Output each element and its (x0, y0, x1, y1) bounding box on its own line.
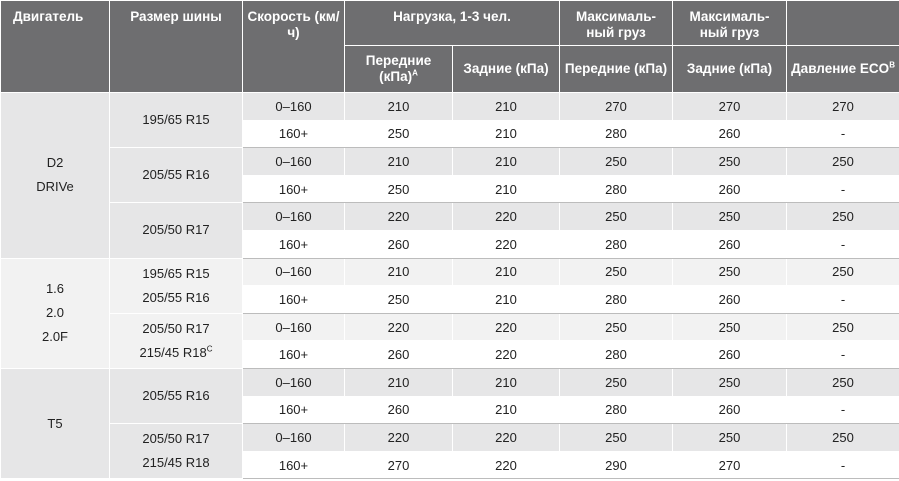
max-front-pressure-cell: 250 (560, 313, 673, 341)
front-pressure-cell: 210 (345, 93, 453, 121)
front-pressure-cell: 270 (345, 451, 453, 479)
max-front-pressure-cell: 270 (560, 93, 673, 121)
header-tyre-size: Размер шины (110, 1, 243, 93)
max-rear-pressure-cell: 250 (673, 313, 787, 341)
eco-pressure-cell: 250 (787, 258, 899, 286)
speed-cell: 0–160 (243, 203, 345, 231)
speed-cell: 160+ (243, 396, 345, 424)
table-row (1, 313, 899, 341)
tyre-size-cell (110, 313, 243, 368)
header-max-load-b: Максималь-ный груз (673, 1, 787, 46)
speed-cell: 160+ (243, 175, 345, 203)
front-pressure-cell: 250 (345, 175, 453, 203)
max-front-pressure-cell: 280 (560, 396, 673, 424)
eco-pressure-cell: 250 (787, 368, 899, 396)
eco-pressure-cell: - (787, 286, 899, 314)
tyre-size-text: 205/55 R16 (142, 167, 210, 183)
eco-pressure-cell: 270 (787, 93, 899, 121)
rear-pressure-cell: 210 (453, 368, 560, 396)
max-rear-pressure-cell: 260 (673, 341, 787, 369)
speed-cell: 0–160 (243, 368, 345, 396)
front-pressure-cell: 220 (345, 313, 453, 341)
rear-pressure-cell: 210 (453, 286, 560, 314)
speed-cell: 0–160 (243, 93, 345, 121)
tyre-size-cell (110, 203, 243, 258)
tyre-size-label (114, 427, 238, 451)
max-rear-pressure-cell: 260 (673, 120, 787, 148)
front-pressure-cell: 210 (345, 258, 453, 286)
tyre-size-label (114, 384, 238, 408)
max-rear-pressure-cell: 250 (673, 424, 787, 452)
rear-pressure-cell: 210 (453, 175, 560, 203)
front-pressure-cell: 220 (345, 203, 453, 231)
table-row (1, 148, 899, 176)
tyre-size-label (114, 108, 238, 132)
header-speed: Скорость (км/ч) (243, 1, 345, 93)
max-rear-pressure-cell: 250 (673, 203, 787, 231)
engine-label: DRIVe (36, 179, 74, 195)
tyre-size-text: 205/55 R16 (142, 388, 210, 404)
front-pressure-cell: 260 (345, 230, 453, 258)
eco-pressure-cell: - (787, 120, 899, 148)
footnote-b: B (889, 60, 895, 70)
tyre-size-text: 205/55 R16 (142, 289, 210, 305)
eco-pressure-cell: - (787, 341, 899, 369)
front-pressure-cell: 210 (345, 368, 453, 396)
front-pressure-cell: 250 (345, 120, 453, 148)
table-row (1, 93, 899, 121)
tyre-size-cell (110, 258, 243, 313)
max-front-pressure-cell: 280 (560, 120, 673, 148)
max-front-pressure-cell: 250 (560, 203, 673, 231)
table-body (1, 93, 899, 479)
header-eco: Давление $ECO^B$ (787, 46, 899, 93)
tyre-size-text: 195/65 R15 (142, 112, 210, 128)
tyre-size-text: 205/50 R17 (142, 431, 210, 447)
table-row (1, 368, 899, 396)
front-pressure-cell: 220 (345, 424, 453, 452)
speed-cell: 160+ (243, 286, 345, 314)
max-front-pressure-cell: 250 (560, 148, 673, 176)
rear-pressure-cell: 210 (453, 120, 560, 148)
tyre-size-label (114, 341, 238, 365)
speed-cell: 0–160 (243, 258, 345, 286)
speed-cell: 160+ (243, 451, 345, 479)
front-pressure-cell: 210 (345, 148, 453, 176)
rear-pressure-cell: 210 (453, 93, 560, 121)
engine-label: 2.0F (41, 329, 68, 345)
max-rear-pressure-cell: 270 (673, 93, 787, 121)
max-rear-pressure-cell: 250 (673, 148, 787, 176)
rear-pressure-cell: 220 (453, 424, 560, 452)
max-rear-pressure-cell: 260 (673, 175, 787, 203)
rear-pressure-cell: 220 (453, 313, 560, 341)
front-pressure-cell: 260 (345, 396, 453, 424)
rear-pressure-cell: 210 (453, 148, 560, 176)
tyre-size-label (114, 317, 238, 341)
tyre-size-text: 215/45 R18 (139, 344, 207, 360)
max-front-pressure-cell: 290 (560, 451, 673, 479)
rear-pressure-cell: 210 (453, 258, 560, 286)
rear-pressure-cell: 220 (453, 451, 560, 479)
rear-pressure-cell: 220 (453, 203, 560, 231)
header-empty (787, 1, 899, 46)
max-rear-pressure-cell: 260 (673, 230, 787, 258)
table-header (1, 1, 899, 93)
eco-pressure-cell: - (787, 396, 899, 424)
speed-cell: 160+ (243, 120, 345, 148)
header-front: Передние (кПа)$^A$ (345, 46, 453, 93)
front-pressure-cell: 250 (345, 286, 453, 314)
rear-pressure-cell: 220 (453, 341, 560, 369)
tyre-size-cell (110, 368, 243, 423)
header-engine: Двигатель (1, 1, 110, 93)
speed-cell: 0–160 (243, 313, 345, 341)
max-front-pressure-cell: 280 (560, 230, 673, 258)
header-load-group: Нагрузка, 1-3 чел. (345, 1, 560, 46)
speed-cell: 0–160 (243, 148, 345, 176)
engine-label: 1.6 (45, 281, 65, 297)
header-max-front: Передние (кПа) (560, 46, 673, 93)
tyre-size-label (114, 163, 238, 187)
tyre-size-cell (110, 424, 243, 479)
engine-cell (1, 93, 110, 259)
engine-label: D2 (46, 155, 64, 171)
rear-pressure-cell: 210 (453, 396, 560, 424)
engine-label: 2.0 (45, 305, 65, 321)
eco-pressure-cell: - (787, 230, 899, 258)
max-rear-pressure-cell: 260 (673, 286, 787, 314)
table-row (1, 424, 899, 452)
rear-pressure-cell: 220 (453, 230, 560, 258)
engine-cell (1, 368, 110, 478)
footnote-c: C (206, 344, 213, 354)
max-front-pressure-cell: 250 (560, 424, 673, 452)
eco-pressure-cell: 250 (787, 148, 899, 176)
tyre-size-text: 195/65 R15 (142, 265, 210, 281)
engine-label: T5 (47, 415, 63, 431)
max-rear-pressure-cell: 250 (673, 258, 787, 286)
tyre-size-text: 215/45 R18 (142, 455, 210, 471)
table-row (1, 258, 899, 286)
eco-pressure-cell: 250 (787, 313, 899, 341)
eco-pressure-cell: - (787, 175, 899, 203)
max-rear-pressure-cell: 270 (673, 451, 787, 479)
tyre-size-label (114, 286, 238, 310)
max-front-pressure-cell: 280 (560, 341, 673, 369)
max-front-pressure-cell: 280 (560, 286, 673, 314)
header-rear: Задние (кПа) (453, 46, 560, 93)
front-pressure-cell: 260 (345, 341, 453, 369)
header-max-load-a: Максималь-ный груз (560, 1, 673, 46)
engine-cell (1, 258, 110, 368)
speed-cell: 160+ (243, 341, 345, 369)
header-max-rear: Задние (кПа) (673, 46, 787, 93)
tyre-size-label (114, 451, 238, 475)
table-row (1, 203, 899, 231)
tyre-size-text: 205/50 R17 (142, 320, 210, 336)
eco-pressure-cell: 250 (787, 203, 899, 231)
max-front-pressure-cell: 280 (560, 175, 673, 203)
speed-cell: 160+ (243, 230, 345, 258)
tyre-size-label (114, 218, 238, 242)
tyre-size-cell (110, 148, 243, 203)
max-rear-pressure-cell: 250 (673, 368, 787, 396)
tyre-size-cell (110, 93, 243, 148)
footnote-a: A (412, 68, 418, 78)
tyre-size-text: 205/50 R17 (142, 222, 210, 238)
max-front-pressure-cell: 250 (560, 368, 673, 396)
eco-pressure-cell: - (787, 451, 899, 479)
max-front-pressure-cell: 250 (560, 258, 673, 286)
tyre-size-label (114, 262, 238, 286)
max-rear-pressure-cell: 260 (673, 396, 787, 424)
speed-cell: 0–160 (243, 424, 345, 452)
eco-pressure-cell: 250 (787, 424, 899, 452)
